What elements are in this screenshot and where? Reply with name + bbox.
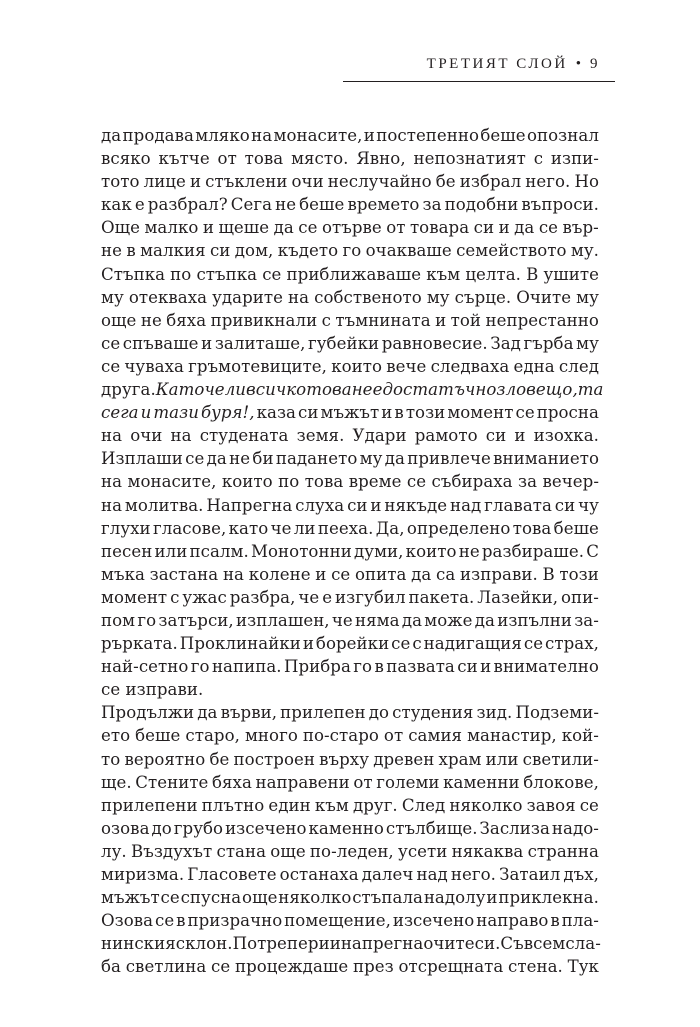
text-line: момент с ужас разбра, че е изгубил пакета. Лазейки, опи- <box>101 587 599 607</box>
text-line: да продава мляко на монасите, и постепенно беше опознал <box>101 126 599 145</box>
text-line: на очи на студената земя. Удари рамото си и изохка. <box>101 426 599 446</box>
text-line: мъка застана на колене и се опита да са изправи. В този <box>101 564 599 584</box>
running-header <box>427 56 600 73</box>
text-line: се спъваше и залиташе, губейки равновесие. Зад гърба му <box>101 333 599 353</box>
text-line: тото лице и стъклени очи неслучайно бе избрал него. Но <box>101 172 599 192</box>
text-line: песен или псалм. Монотонни думи, които не разбираше. С <box>101 541 599 561</box>
header-separator: • <box>575 56 581 72</box>
text-line: как е разбрал? Сега не беше времето за подобни въпроси. <box>101 195 599 215</box>
text-line: рърката. Проклинайки и борейки се с надигащия се страх, <box>101 634 599 654</box>
text-line: ба светлина се процеждаше през отсрещната стена. Тук <box>101 957 599 977</box>
text-line: мъжът се спусна още няколко стъпала надолу и приклекна. <box>101 888 599 908</box>
text-line: Озова се в призрачно помещение, изсечено направо в пла- <box>101 911 599 931</box>
text-line: то вероятно бе построен върху древен храм или светили- <box>101 749 599 769</box>
text-line: озова до грубо изсечено каменно стълбище. Заслиза надо- <box>101 818 599 838</box>
text-line: не в малкия си дом, където го очакваше семейството му. <box>101 241 599 261</box>
text-line: на монасите, които по това време се събираха за вечер- <box>101 472 599 492</box>
text-line: миризма. Гласовете останаха далеч над него. Затаил дъх, <box>101 865 599 884</box>
text-line: прилепени плътно един към друг. След няколко завоя се <box>101 795 599 815</box>
header-rule <box>343 81 615 82</box>
text-line: сега и тази буря!, каза си мъжът и в този момент се просна <box>101 403 599 423</box>
page-number: 9 <box>590 56 600 72</box>
text-line: още не бяха привикнали с тъмнината и той непрестанно <box>101 310 599 330</box>
text-line: Изплаши се да не би падането му да привлече вниманието <box>101 449 599 469</box>
text-line: се изправи. <box>101 680 204 700</box>
body-text <box>101 124 604 978</box>
text-line: Продължи да върви, прилепен до студения зид. Подземи- <box>101 703 599 723</box>
text-line: всяко кътче от това място. Явно, непознатият с изпи- <box>101 149 599 169</box>
text-line: друга. Като че ли всичко това не е достатъчно зловещо, та <box>101 380 604 400</box>
text-line: му отекваха ударите на собственото му сърце. Очите му <box>101 287 599 307</box>
text-line: Още малко и щеше да се отърве от товара си и да се вър- <box>101 218 599 238</box>
text-line: най-сетно го напипа. Прибра го в пазвата си и внимателно <box>101 657 599 677</box>
text-line: Стъпка по стъпка се приближаваше към целта. В ушите <box>101 264 599 284</box>
chapter-title: ТРЕТИЯТ СЛОЙ <box>426 56 568 72</box>
text-line: ето беше старо, много по-старо от самия манастир, кой- <box>101 726 599 746</box>
text-line: ще. Стените бяха направени от големи каменни блокове, <box>101 772 599 792</box>
text-line: глухи гласове, като че ли пееха. Да, определено това беше <box>101 518 599 538</box>
text-line: се чуваха гръмотевиците, които вече следваха една след <box>101 356 599 376</box>
text-line: нинския склон. Потрепери и напрегна очите си. Съвсем сла- <box>101 934 601 954</box>
text-line: на молитва. Напрегна слуха си и някъде над главата си чу <box>101 495 599 515</box>
text-line: пом го затърси, изплашен, че няма да може да изпълни за- <box>101 610 599 630</box>
text-line: лу. Въздухът стана още по-леден, усети някаква странна <box>101 841 599 861</box>
